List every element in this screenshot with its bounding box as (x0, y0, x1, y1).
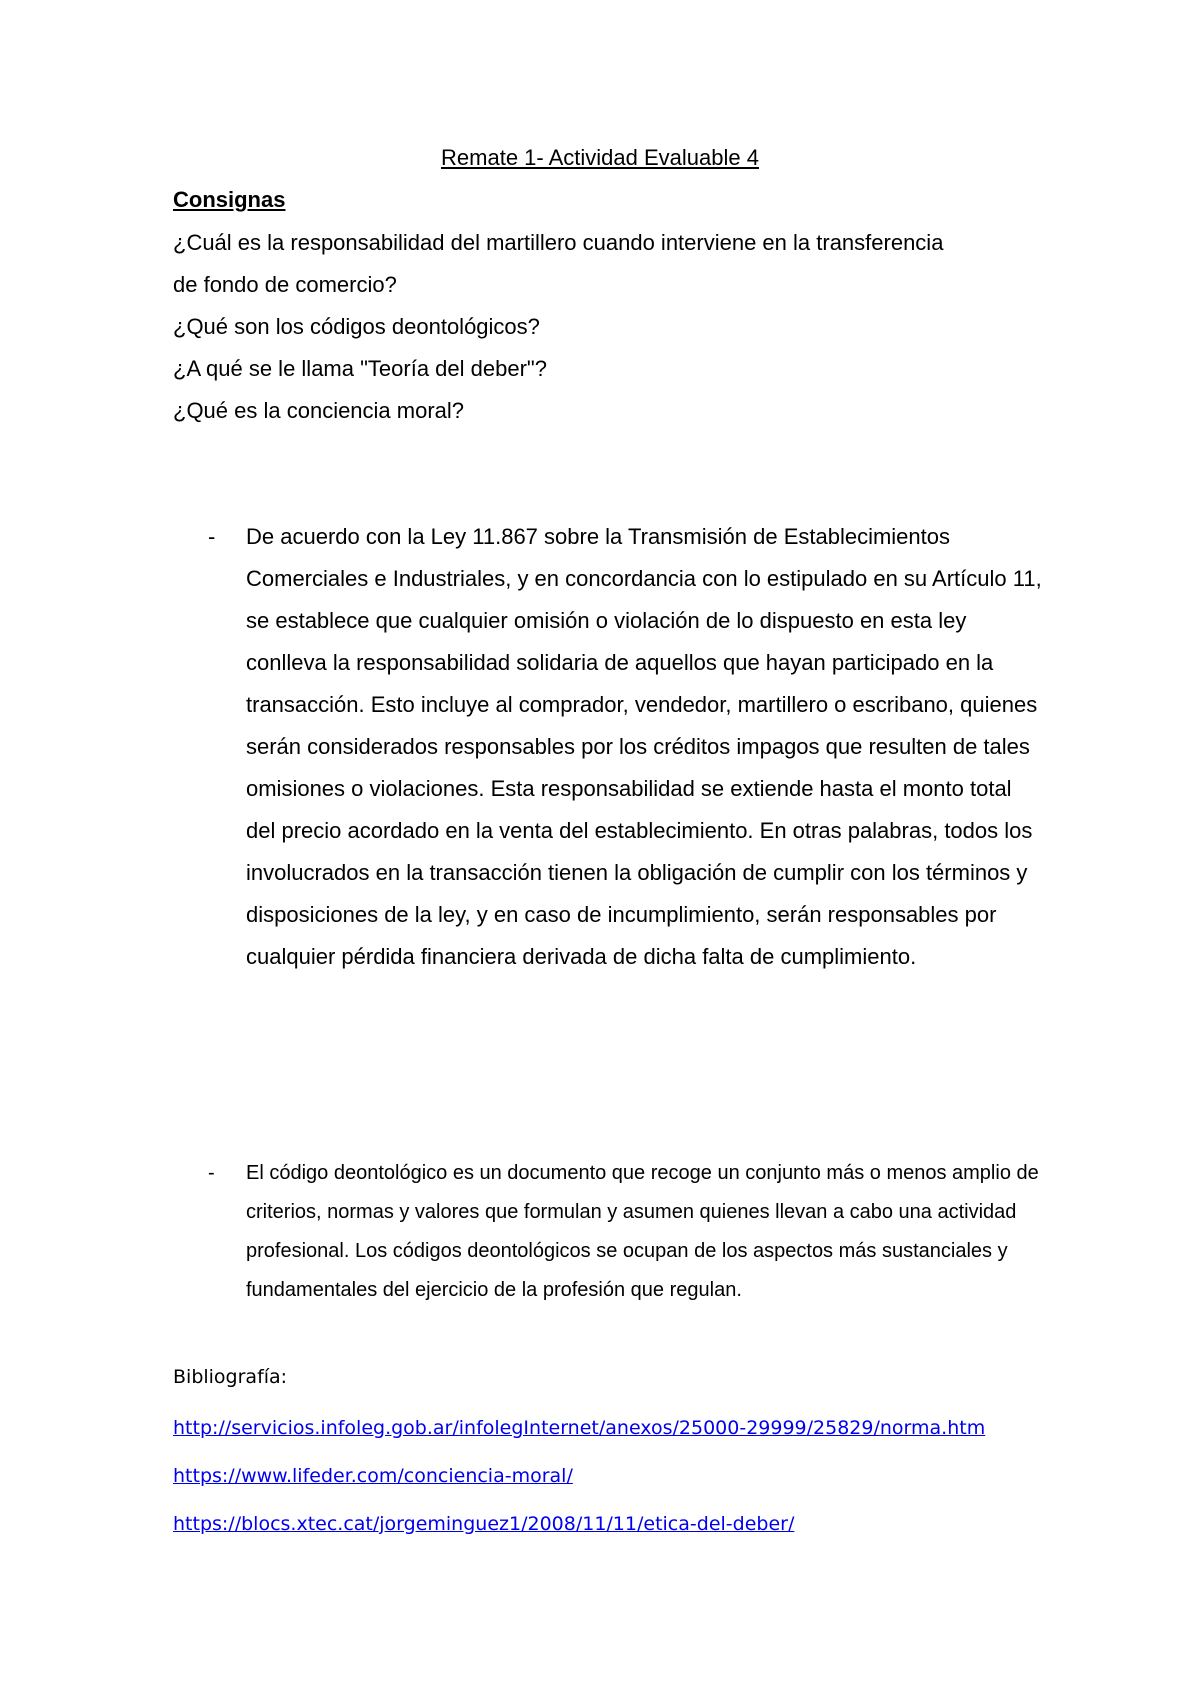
bibliography-links (173, 1404, 1073, 1548)
questions-list (173, 222, 1043, 432)
question-line: de fondo de comercio? (173, 272, 397, 297)
bullet-dash: - (208, 1162, 215, 1184)
bibliography-link-xtec[interactable]: https://blocs.xtec.cat/jorgeminguez1/2008/11/11/etica-del-deber/ (173, 1513, 795, 1535)
question-line: ¿Qué son los códigos deontológicos? (173, 314, 540, 339)
question-line: ¿A qué se le llama "Teoría del deber"? (173, 356, 547, 381)
document-title: Remate 1- Actividad Evaluable 4 (441, 145, 759, 170)
bullet-dash: - (208, 524, 216, 549)
bibliography-heading: Bibliografía: (173, 1366, 288, 1388)
answer-text: El código deontológico es un documento que recoge un conjunto más o menos amplio de criterios, normas y valores que formulan y asumen quienes llevan a cabo una actividad profesional. Los códigos deontológicos se ocupan de los aspectos más sustanciales y fundamentales del ejercicio de la profesión que regulan. (246, 1162, 1039, 1301)
answer-text: De acuerdo con la Ley 11.867 sobre la Transmisión de Establecimientos Comerciales e Industriales, y en concordancia con lo estipulado en su Artículo 11, se establece que cualquier omisión o violación de lo dispuesto en esta ley conlleva la responsabilidad solidaria de aquellos que hayan participado en la transacción. Esto incluye al comprador, vendedor, martillero o escribano, quienes serán considerados responsables por los créditos impagos que resulten de tales omisiones o violaciones. Esta responsabilidad se extiende hasta el monto total del precio acordado en la venta del establecimiento. En otras palabras, todos los involucrados en la transacción tienen la obligación de cumplir con los términos y disposiciones de la ley, y en caso de incumplimiento, serán responsables por cualquier pérdida financiera derivada de dicha falta de cumplimiento. (246, 524, 1042, 969)
bibliography-link-lifeder[interactable]: https://www.lifeder.com/conciencia-moral/ (173, 1465, 573, 1487)
bibliography-link-infoleg[interactable]: http://servicios.infoleg.gob.ar/infolegInternet/anexos/25000-29999/25829/norma.htm (173, 1417, 986, 1439)
question-line: ¿Cuál es la responsabilidad del martillero cuando interviene en la transferencia (173, 230, 944, 255)
question-line: ¿Qué es la conciencia moral? (173, 398, 465, 423)
consignas-heading: Consignas (173, 187, 286, 212)
